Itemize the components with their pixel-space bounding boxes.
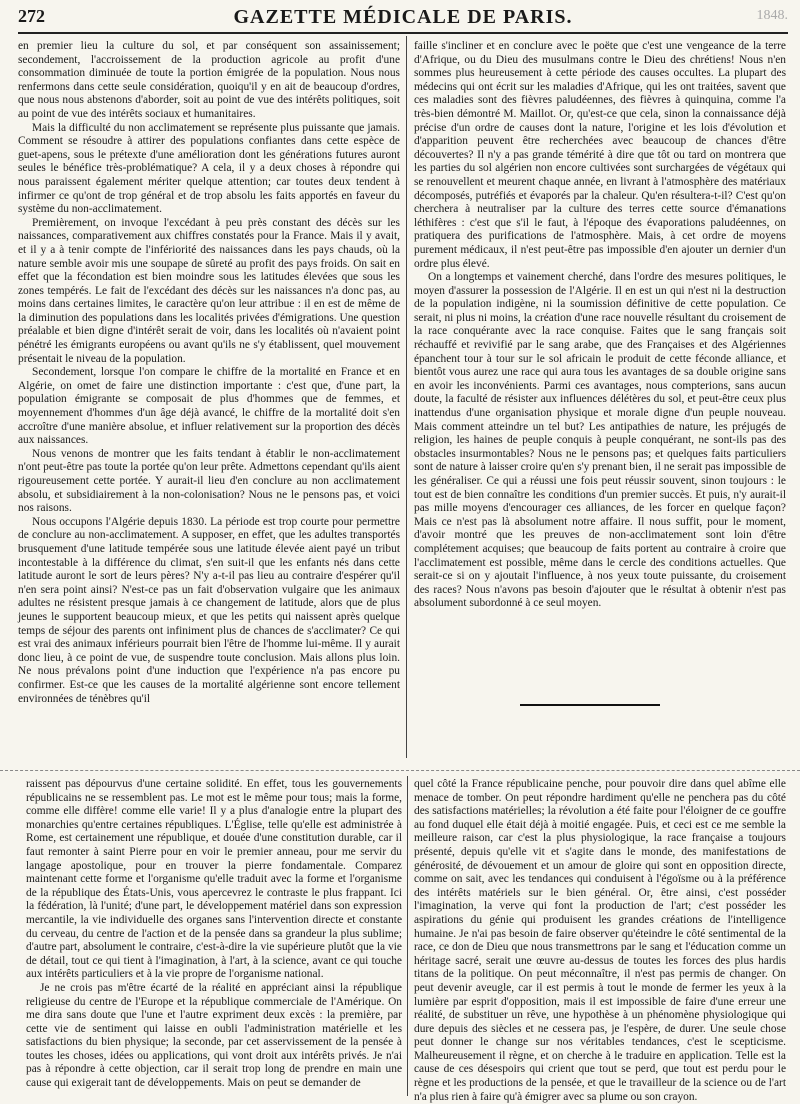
paragraph: quel côté la France républicaine penche, pour pouvoir dire dans quel abîme elle menace de tomber. On peut répondre hardiment qu'elle ne penchera pas du côté des satisfactions matérielles; la révolution a été faite pour l'éloigner de ce gouffre au fond duquel elle était déjà à moitié engagée. Puis, et ceci est ce me semble la meilleure raison, car c'est la plus physiologique, la race française a toujours présenté, depuis qu'elle vit et s'agite dans le monde, des manifestations de générosité, de dévouement et un amour de gloire qui sont en opposition directe, comme on sait, avec les tendances qui conduisent à l'égoïsme ou à la préférence des intérêts matériels sur le bien général. Or, être ainsi, c'est posséder l'imagination, la verve qui font la production de l'art; c'est posséder les aspirations du génie qui produisent les grandes créations de l'intelligence humaine. Je n'ai pas besoin de faire observer qu'éteindre le côté sentimental de la race, ce don de Dieu que nous transmettrons par le sang et l'éducation comme un héritage sacré, serait une œuvre au-dessus de toutes les forces des plus hardis titans de la politique. On peut méconnaître, il n'est pas permis de changer. On peut devenir aveugle, car il est permis à tout le monde de fermer les yeux à la lumière par esprit d'opposition, mais il est impossible de faire d'une erreur une réalité, de substituer un rêve, une hypothèse à un phénomène physiologique qui dure depuis des siècles et ne cessera pas, je l'espère, de durer. Une seule chose peut donner le change sur nos véritables tendances, c'est le scepticisme. Malheureusement il règne, et on cherche à le traduire en application. Telle est la cause de ces désespoirs qui crient que tout se perd, que tout est perdu pour le règne et les productions de la pensée, et que le travailleur de la science ou de l'art n'a plus rien à faire qu'à émigrer avec sa plume ou son crayon. [414, 778, 786, 1103]
paragraph: Mais la difficulté du non acclimatement se représente plus puissante que jamais. Comment se résoudre à attirer des populations confiantes dans cette espèce de guet-apens, sous le prétexte d'une amélioration dont les générations futures auront seules le bénéfice très-problématique? A cela, il y a deux choses à répondre qui nous paraissent également mériter quelque attention; car toutes deux tendent à infirmer ce qu'ont de trop général et de trop absolu les faits apportés en faveur du système du non-acclimatement. [18, 121, 400, 216]
section-end-rule [520, 704, 660, 706]
paragraph: Premièrement, on invoque l'excédant à peu près constant des décès sur les naissances, comparativement aux chiffres constatés pour la France. Mais il y avait, et il y a à tenir compte de l'infériorité des naissances dans les pays chauds, où la nature semble avoir mis une soupape de sûreté au profit des pays froids. On sait en effet que la fécondation est bien moindre sous les latitudes élevées que sous les zones tempérés. Le fait de l'excédant des décès sur les naissances n'a donc pas, au moins dans certaines limites, le caractère qu'on leur attribue : il en est de même de la diminution des populations dans les localités privées d'émigrations. Une question préalable et bien digne d'intérêt serait de voir, dans les localités où n'avaient point pénétré les émigrants européens ou avant qu'ils ne s'y établissent, quel mouvement présentait le niveau de la population. [18, 216, 400, 365]
paragraph: faille s'incliner et en conclure avec le poëte que c'est une vengeance de la terre d'Afrique, ou du Dieu des musulmans contre le Dieu des chrétiens! Nous n'en sommes plus heureusement à cette période des causes occultes. La plupart des médecins qui ont écrit sur les maladies d'Afrique, qui les ont traitées, savent que ces maladies sont des fièvres paludéennes, des fièvres à quinquina, comme l'a très-bien démontré M. Maillot. Or, qu'est-ce que cela, sinon la connaissance déjà précise d'un ordre de causes dont la nature, l'origine et les lois d'évolution et d'apparition peuvent être recherchées avec beaucoup de chances d'être découvertes? Il n'y a pas grande témérité à dire que tôt ou tard on montrera que les parties du sol algérien non encore cultivées sont surchargées de végétaux qui se renouvellent et meurent chaque année, en livrant à l'atmosphère des matériaux décomposés, putréfiés et évaporés par la chaleur. Qu'en résultera-t-il? C'est qu'on cherchera à neutraliser par la culture des terres cette source d'émanations léthifères : c'est que s'il le faut, à l'époque des évaporations paludéennes, on pratiquera des purifications de l'atmosphère. Mais, à cet ordre de moyens purement médicaux, il n'est peut-être pas impossible d'en ajouter un dernier d'un ordre plus élevé. [414, 40, 786, 270]
paragraph: Secondement, lorsque l'on compare le chiffre de la mortalité en France et en Algérie, on omet de faire une distinction importante : c'est que, d'une part, la population émigrante se composait de plus d'hommes que de femmes, et moyennement d'hommes d'un âge déjà avancé, le chiffre de la mortalité doit s'en accroître d'une manière absolue, et influer relativement sur la proportion des décès aux naissances. [18, 366, 400, 447]
paragraph: en premier lieu la culture du sol, et par conséquent son assainissement; secondement, l'accroissement de la production agricole au profit d'une consommation diminuée de toute la portion émigrée de la population. Nous nous renfermons dans cette seule considération, quoiqu'il y en ait de beaucoup d'ordres, que nous nous abstenons d'aborder, soit au point de vue des intérêts politiques, soit au point de vue des intérêts sociaux et humanitaires. [18, 40, 400, 120]
paragraph: Nous occupons l'Algérie depuis 1830. La période est trop courte pour permettre de conclure au non-acclimatement. A supposer, en effet, que les adultes transportés brusquement d'une latitude tempérée sous une latitude élevée aient payé un tribut incontestable à la différence du climat, s'en suit-il que les enfants nés dans cette latitude auront le sort de leurs pères? N'y a-t-il pas lieu au contraire d'espérer qu'il n'en sera point ainsi? N'est-ce pas un fait d'observation vulgaire que les animaux adultes ne résistent presque jamais à ce changement de latitude, alors que de plus jeunes le supportent beaucoup mieux, et que les petits qui naissent après quelque temps de séjour des parents ont infiniment plus de chances de s'acclimater? Ce qui est vrai des animaux inférieurs pourrait bien l'être de l'homme lui-même. Il y aurait donc lieu, à ce point de vue, de suspendre toute conclusion. Mais allons plus loin. Ne nous prévalons point d'une induction que l'expérience n'a pas encore pu confirmer. Est-ce que les causes de la mortalité algérienne sont encore tellement environnées de ténèbres qu'il [18, 515, 400, 705]
paragraph: Je ne crois pas m'être écarté de la réalité en appréciant ainsi la république religieuse du centre de l'Europe et la république commerciale de l'Amérique. On me dira sans doute que l'une et l'autre expriment deux excès : la première, par cette vie de sentiment qui laisse en oubli l'administration matérielle et les satisfactions du bien physique; la seconde, par cet asservissement de la pensée à toutes les choses, idées ou applications, qui vont droit aux intérêts privés. Je n'ai pas à répondre à cette objection, car il serait trop long de prendre en main une cause qui exigerait tant de développements. Mais on peut se demander de [26, 981, 402, 1090]
masthead-title: GAZETTE MÉDICALE DE PARIS. [233, 6, 573, 28]
article-column-left [18, 40, 400, 752]
page-number: 272 [18, 6, 45, 26]
column-divider [406, 36, 407, 758]
feuilleton-separator [0, 770, 800, 772]
paragraph: Nous venons de montrer que les faits tendant à établir le non-acclimatement n'ont peut-être pas toute la portée qu'on leur prête. Admettons cependant qu'ils aient rigoureusement cette portée. Y aurait-il lieu d'en conclure au non acclimatement absolu, et subsidiairement à la non-colonisation? Nous ne le pensons pas, et voici nos raisons. [18, 447, 400, 515]
feuilleton-column-left [26, 778, 402, 1096]
paragraph: On a longtemps et vainement cherché, dans l'ordre des mesures politiques, le moyen d'assurer la possession de l'Algérie. Il en est un qui n'est ni la destruction de la population indigène, ni la soumission définitive de cette population. Ce serait, ni plus ni moins, la création d'une race nouvelle résultant du croisement de la race conquérante avec la race conquise. Faites que le sang français soit réchauffé et revivifié par le sang arabe, que des Françaises et des Algériennes épanchent tour à tour sur le sol africain le produit de cette féconde alliance, et bientôt vous aurez une race qui aura tous les avantages de sa double origine sans en avoir les inconvénients. Parmi ces avantages, nous compterions, sans aucun doute, la faculté de résister aux influences délétères du sol, et peut-être ceux plus inattendus d'une organisation physique et morale digne d'un peuple nouveau. Mais comment atteindre un tel but? Les antipathies de nature, les préjugés de religion, les haines de peuple conquis à peuple conquérant, ne sont-ils pas des obstacles insurmontables? Nous ne le pensons pas; et quelques faits particuliers sont de nature à laisser croire qu'en s'y prenant bien, il ne serait pas impossible de les généraliser. Ce qui a réussi une fois peut réussir souvent, sinon toujours : le tout est de bien connaître les conditions d'un premier succès. Et puis, n'y aurait-il pas mille moyens d'encourager ces alliances, de les forcer en quelque façon? Mais ce n'est pas là absolument notre affaire. Il nous suffit, pour le moment, d'avoir montré que les preuves de non-acclimatement sont loin d'être complétement acquises; que beaucoup de faits portent au contraire à croire que l'acclimatement est possible, même dans le cercle des conditions actuelles. Que serait-ce si on y ajoutait l'influence, à nos yeux toute puissante, du croisement des races? Nous n'avons pas besoin d'ajouter que le résultat à obtenir n'est pas absolument subordonné à ce seul moyen. [414, 271, 786, 610]
bleed-through-date: 1848. [756, 8, 788, 23]
page-header [18, 6, 788, 34]
feuilleton-column-right [414, 778, 786, 1103]
paragraph: raissent pas dépourvus d'une certaine solidité. En effet, tous les gouvernements républicains ne se ressemblent pas. Le mot est le même pour tous; mais la forme, comme elle diffère! comme elle varie! Il y a plus d'analogie entre la plupart des monarchies qu'entre certaines républiques. L'Église, telle qu'elle est administrée à Rome, est certainement une république, et douée d'une constitution durable, car il faut remonter à saint Pierre pour en voir le premier anneau, pour me servir du langage apostolique, pour en trouver la pierre fondamentale. Comparez maintenant cette forme et l'organisme qu'elle traduit avec la forme et l'organisme de la république des États-Unis, vous apercevrez le contraste le plus frappant. Ici la fédération, là l'unité; d'une part, le développement matériel dans son expression mercantile, la vie individuelle des organes sans l'intervention directe et constante du cerveau, du centre de l'action et de la pensée dans sa grandeur la plus sublime; d'autre part, absolument le contraire, c'est-à-dire la vie supérieure plutôt que la vie de détail, tout ce qui tient à l'imagination, à l'art, à la science, avant ce qui touche aux intérêts particuliers et à la vie propre de l'organisme national. [26, 778, 402, 981]
article-column-right [414, 40, 786, 680]
column-divider-lower [407, 776, 408, 1096]
